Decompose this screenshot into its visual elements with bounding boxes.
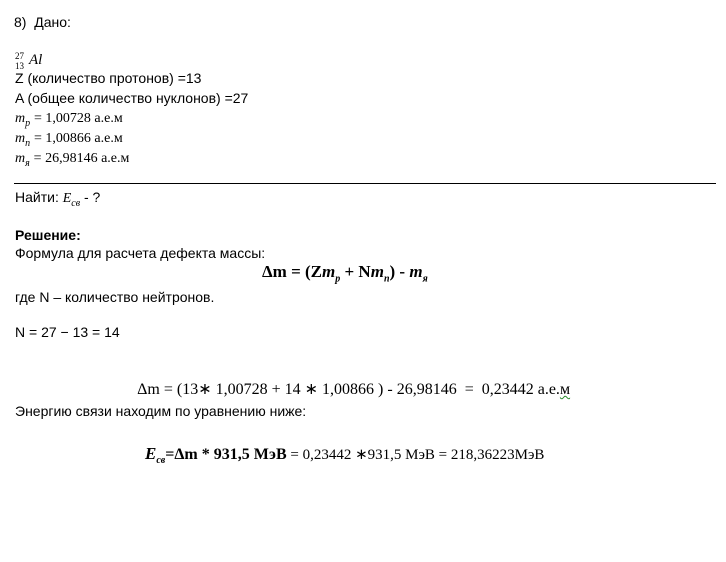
proton-mass-line bbox=[15, 109, 123, 127]
problem-header bbox=[14, 14, 71, 30]
isotope-indices bbox=[15, 50, 29, 70]
mp-value: = 1,00728 а.е.м bbox=[34, 111, 123, 126]
section-divider bbox=[14, 183, 716, 184]
delta-m-unit-tail: м bbox=[559, 381, 571, 398]
formula-plus: + N bbox=[340, 262, 371, 281]
mass-defect-formula bbox=[262, 262, 428, 285]
formula-m1: m bbox=[322, 262, 336, 281]
delta-m-expression: Δm = (13∗ 1,00728 + 14 ∗ 1,00866 ) - 26,98146 = 0,23442 а.е. bbox=[137, 381, 560, 398]
energy-subscript: св bbox=[156, 455, 166, 466]
formula-close: ) - bbox=[389, 262, 410, 281]
problem-number: 8) bbox=[14, 14, 27, 30]
energy-symbol: E bbox=[145, 444, 157, 463]
formula-s1: p bbox=[335, 273, 341, 285]
delta-m-calculation bbox=[130, 366, 570, 398]
formula-intro: Формула для расчета дефекта массы: bbox=[15, 245, 266, 261]
mn-value: = 1,00866 а.е.м bbox=[34, 131, 123, 146]
formula-lhs: Δm = (Z bbox=[262, 262, 323, 281]
mya-subscript: я bbox=[25, 157, 30, 169]
find-subscript: св bbox=[71, 197, 81, 209]
isotope-notation bbox=[15, 50, 42, 70]
given-label: Дано: bbox=[34, 14, 71, 30]
energy-bold-part: =Δm * 931,5 МэВ bbox=[165, 446, 287, 463]
mass-number: 27 bbox=[15, 51, 24, 61]
atomic-number: 13 bbox=[15, 61, 24, 71]
mp-subscript: p bbox=[25, 117, 31, 129]
mn-symbol: m bbox=[15, 131, 26, 146]
nucleus-mass-line bbox=[15, 149, 129, 167]
find-label: Найти: bbox=[15, 189, 59, 205]
formula-m2: m bbox=[370, 262, 384, 281]
formula-s3: я bbox=[422, 273, 428, 285]
a-line: A (общее количество нуклонов) =27 bbox=[15, 90, 249, 106]
mya-value: = 26,98146 а.е.м bbox=[33, 151, 130, 166]
neutron-mass-line bbox=[15, 129, 123, 147]
n-definition: где N – количество нейтронов. bbox=[15, 289, 215, 305]
solution-heading: Решение: bbox=[15, 227, 81, 243]
formula-m3: m bbox=[409, 262, 423, 281]
find-tail: - ? bbox=[83, 189, 101, 205]
formula-s2: n bbox=[383, 273, 390, 285]
binding-energy-calculation bbox=[145, 444, 545, 466]
z-line: Z (количество протонов) =13 bbox=[15, 70, 202, 86]
energy-result: = 0,23442 ∗931,5 МэВ = 218,36223МэВ bbox=[286, 447, 545, 463]
n-calculation: N = 27 − 13 = 14 bbox=[15, 324, 120, 340]
find-symbol: E bbox=[62, 191, 72, 206]
mn-subscript: n bbox=[25, 137, 31, 149]
energy-intro: Энергию связи находим по уравнению ниже: bbox=[15, 403, 307, 419]
find-line bbox=[15, 189, 100, 207]
element-symbol: Al bbox=[29, 52, 43, 68]
mp-symbol: m bbox=[15, 111, 26, 126]
mya-symbol: m bbox=[15, 151, 26, 166]
